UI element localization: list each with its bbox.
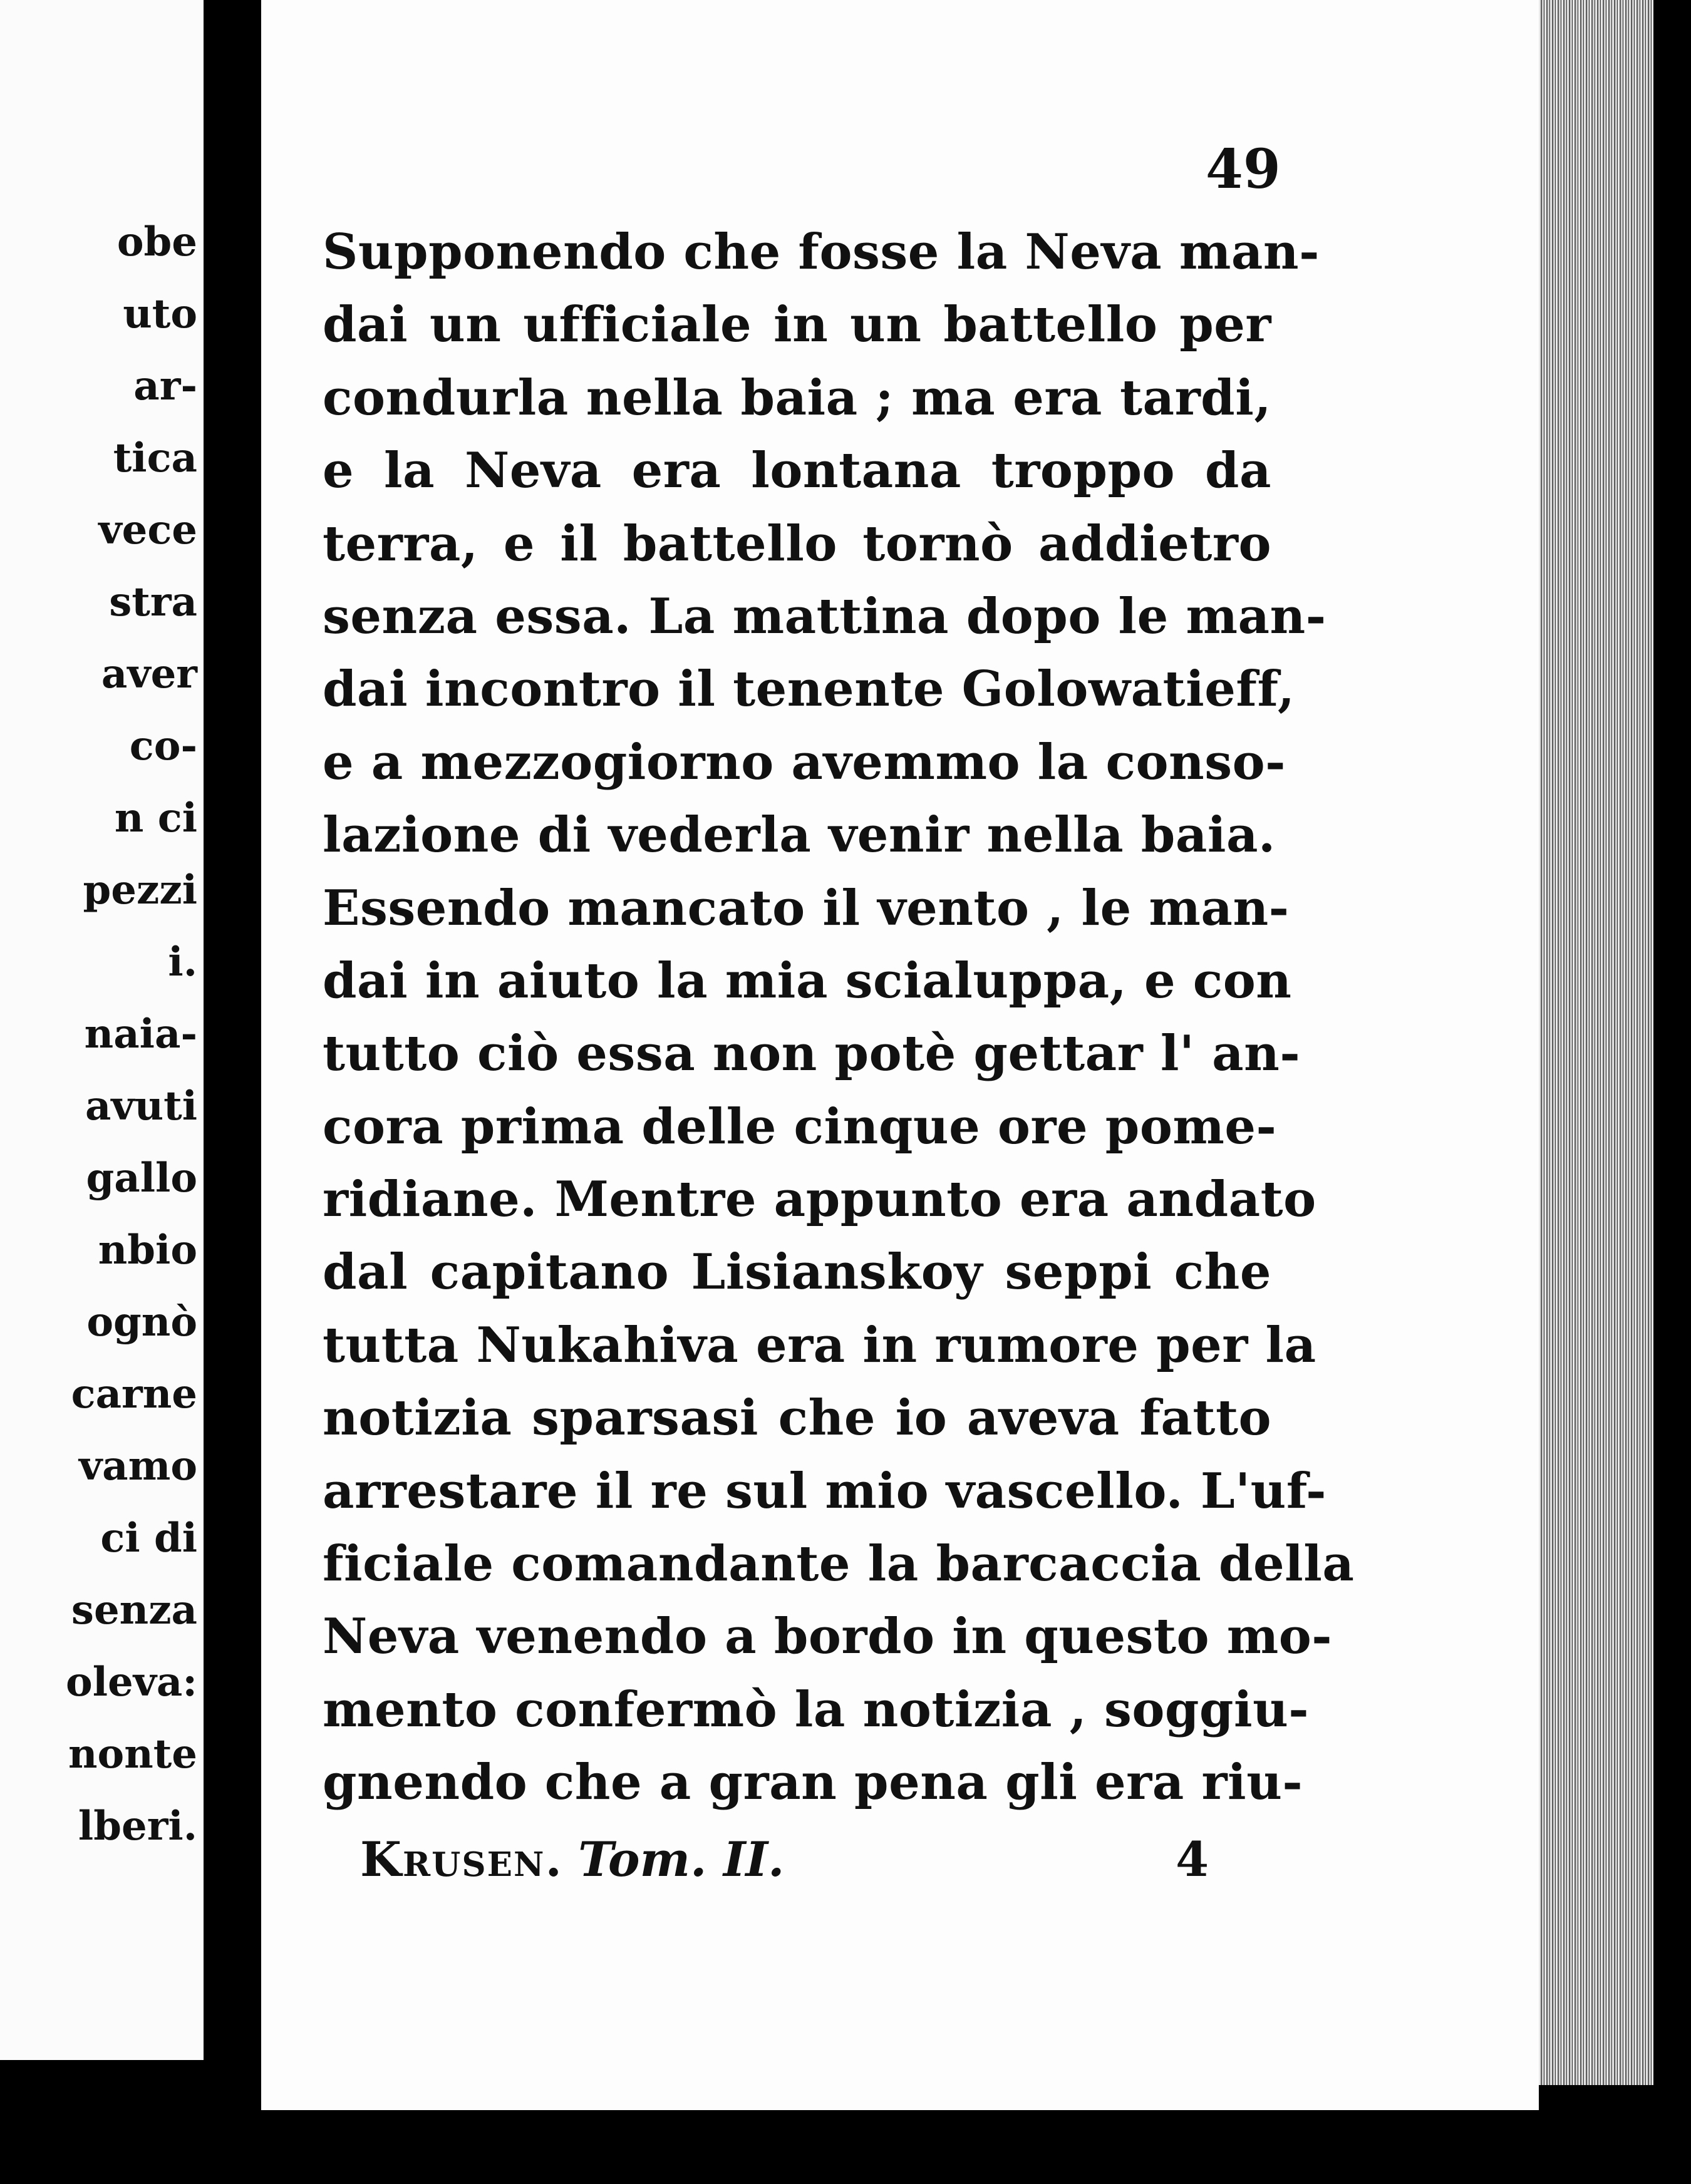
text-line: e a mezzogiorno avemmo la conso- — [323, 733, 1286, 791]
left-line-fragment: vece — [98, 507, 197, 554]
text-line: Essendo mancato il vento , le man- — [323, 879, 1290, 937]
left-line-fragment: aver — [101, 651, 197, 698]
left-line-fragment: n ci — [114, 795, 197, 842]
text-line: tutta Nukahiva era in rumore per la — [323, 1316, 1316, 1374]
left-facing-page — [0, 0, 204, 2060]
text-line: terra, e il battello tornò addietro — [323, 515, 1271, 572]
left-line-fragment: ci di — [100, 1515, 197, 1562]
left-line-fragment: obe — [116, 219, 197, 265]
left-line-fragment: tica — [113, 435, 197, 482]
text-line: Neva venendo a bordo in questo mo- — [323, 1608, 1333, 1666]
text-line: tutto ciò essa non potè gettar l' an- — [323, 1025, 1301, 1083]
left-line-fragment: i. — [168, 939, 197, 986]
text-line: dai in aiuto la mia scialuppa, e con — [323, 952, 1292, 1009]
text-line: condurla nella baia ; ma era tardi, — [323, 369, 1271, 426]
left-line-fragment: avuti — [85, 1083, 197, 1130]
signature-mark: 4 — [1176, 1831, 1209, 1887]
body-text — [323, 216, 1355, 1820]
page-footer — [360, 1825, 1209, 1894]
text-line: ficiale comandante la barcaccia della — [323, 1535, 1355, 1593]
footer-author: Krusen. — [360, 1831, 563, 1887]
text-line: dai un ufficiale in un battello per — [323, 296, 1271, 354]
footer-volume: Tom. II. — [578, 1831, 785, 1887]
book-gutter — [204, 0, 261, 2184]
left-line-fragment: ar- — [133, 363, 197, 410]
left-line-fragment: pezzi — [83, 867, 197, 914]
text-line: arrestare il re sul mio vascello. L'uf- — [323, 1462, 1326, 1520]
scan-border — [1653, 0, 1691, 2184]
text-line: notizia sparsasi che io aveva fatto — [323, 1389, 1271, 1447]
left-line-fragment: carne — [71, 1371, 197, 1418]
text-line: gnendo che a gran pena gli era riu- — [323, 1754, 1303, 1811]
left-line-fragment: lberi. — [78, 1803, 197, 1850]
text-line: senza essa. La mattina dopo le man- — [323, 587, 1326, 645]
left-line-fragment: ognò — [86, 1299, 197, 1346]
left-line-fragment: nbio — [98, 1227, 197, 1274]
left-line-fragment: stra — [109, 579, 197, 626]
footer-signature-line — [360, 1825, 785, 1894]
left-line-fragment: oleva: — [66, 1659, 197, 1706]
text-line: dai incontro il tenente Golowatieff, — [323, 661, 1295, 718]
left-line-fragment: co- — [129, 723, 197, 770]
left-line-fragment: naia- — [84, 1011, 197, 1058]
left-line-fragment: vamo — [78, 1443, 197, 1490]
left-line-fragment: gallo — [86, 1155, 197, 1202]
left-line-fragment: uto — [123, 291, 197, 337]
text-line: mento confermò la notizia , soggiu- — [323, 1681, 1310, 1738]
text-line: Supponendo che fosse la Neva man- — [323, 224, 1320, 281]
text-line: ridiane. Mentre appunto era andato — [323, 1171, 1316, 1228]
page-number: 49 — [1206, 138, 1281, 201]
text-line: e la Neva era lontana troppo da — [323, 442, 1271, 500]
left-line-fragment: senza — [71, 1587, 197, 1634]
left-line-fragment: nonte — [68, 1731, 197, 1778]
text-line: lazione di vederla venir nella baia. — [323, 806, 1276, 864]
text-line: cora prima delle cinque ore pome- — [323, 1098, 1277, 1155]
text-line: dal capitano Lisianskoy seppi che — [323, 1244, 1271, 1301]
